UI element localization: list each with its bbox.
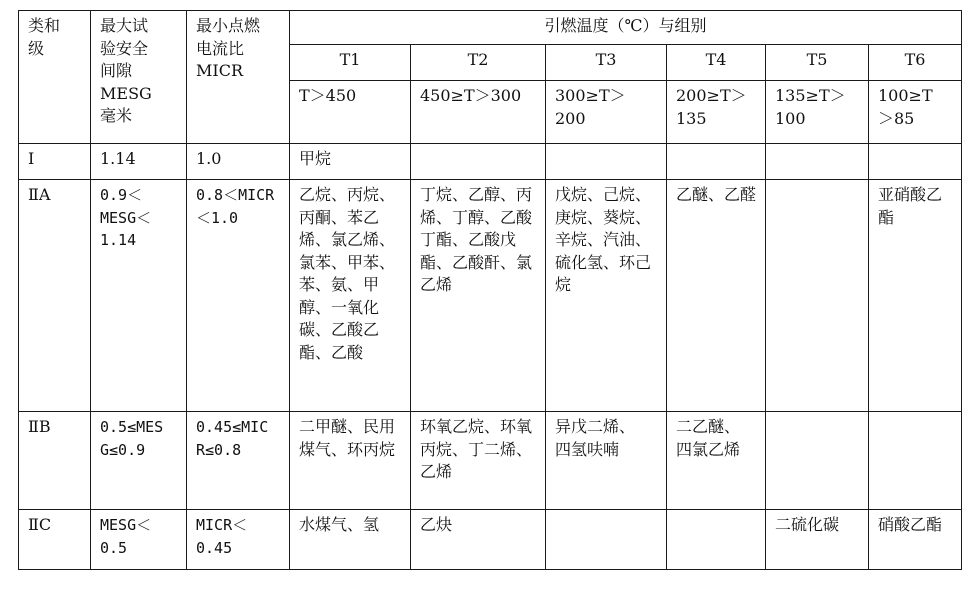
t1-cell: 水煤气、氢 [290, 510, 411, 570]
group-header-t2: T2 [411, 45, 546, 81]
micr-cell: MICR＜ 0.45 [187, 510, 290, 570]
category-cell: ⅡA [19, 180, 91, 412]
document-page [18, 10, 962, 570]
range-t2: 450≥T＞300 [411, 81, 546, 144]
t4-cell: 乙醚、乙醛 [667, 180, 766, 412]
micr-cell: 1.0 [187, 144, 290, 180]
micr-cell: 0.8＜MICR ＜1.0 [187, 180, 290, 412]
micr-cell: 0.45≤MIC R≤0.8 [187, 412, 290, 510]
t6-cell: 亚硝酸乙酯 [869, 180, 962, 412]
t4-cell: 二乙醚、 四氯乙烯 [667, 412, 766, 510]
t5-cell [766, 180, 869, 412]
mesg-cell: 0.5≤MES G≤0.9 [91, 412, 187, 510]
temperature-group-header: 引燃温度（℃）与组别 [290, 11, 962, 45]
t4-cell [667, 144, 766, 180]
category-cell: ⅡC [19, 510, 91, 570]
t1-cell: 甲烷 [290, 144, 411, 180]
t3-cell: 戊烷、己烷、庚烷、葵烷、辛烷、汽油、硫化氢、环己烷 [546, 180, 667, 412]
t1-cell: 二甲醚、民用煤气、环丙烷 [290, 412, 411, 510]
table-row [19, 180, 962, 412]
mesg-cell: 0.9＜ MESG＜ 1.14 [91, 180, 187, 412]
group-header-t6: T6 [869, 45, 962, 81]
t3-cell: 异戊二烯、 四氢呋喃 [546, 412, 667, 510]
range-t6: 100≥T ＞85 [869, 81, 962, 144]
t5-cell [766, 144, 869, 180]
range-t5: 135≥T＞ 100 [766, 81, 869, 144]
table-row [19, 510, 962, 570]
range-t4: 200≥T＞ 135 [667, 81, 766, 144]
mesg-cell: 1.14 [91, 144, 187, 180]
category-header: 类和 级 [19, 11, 91, 144]
range-t3: 300≥T＞ 200 [546, 81, 667, 144]
mesg-header: 最大试 验安全 间隙 MESG 毫米 [91, 11, 187, 144]
t6-cell [869, 412, 962, 510]
t4-cell [667, 510, 766, 570]
t2-cell: 环氧乙烷、环氧丙烷、丁二烯、乙烯 [411, 412, 546, 510]
group-header-t4: T4 [667, 45, 766, 81]
table-row [19, 144, 962, 180]
t5-cell [766, 412, 869, 510]
t2-cell [411, 144, 546, 180]
group-header-t1: T1 [290, 45, 411, 81]
range-t1: T＞450 [290, 81, 411, 144]
t6-cell: 硝酸乙酯 [869, 510, 962, 570]
micr-header: 最小点燃 电流比 MICR [187, 11, 290, 144]
table-row [19, 412, 962, 510]
t3-cell [546, 144, 667, 180]
group-header-t3: T3 [546, 45, 667, 81]
t2-cell: 丁烷、乙醇、丙烯、丁醇、乙酸丁酯、乙酸戊酯、乙酸酐、氯乙烯 [411, 180, 546, 412]
header-row [19, 11, 962, 45]
category-cell: Ⅰ [19, 144, 91, 180]
category-cell: ⅡB [19, 412, 91, 510]
explosive-gas-classification-table [18, 10, 962, 570]
t5-cell: 二硫化碳 [766, 510, 869, 570]
t6-cell [869, 144, 962, 180]
t1-cell: 乙烷、丙烷、丙酮、苯乙烯、氯乙烯、氯苯、甲苯、苯、氨、甲醇、一氧化碳、乙酸乙酯、乙酸 [290, 180, 411, 412]
mesg-cell: MESG＜ 0.5 [91, 510, 187, 570]
t3-cell [546, 510, 667, 570]
group-header-t5: T5 [766, 45, 869, 81]
t2-cell: 乙炔 [411, 510, 546, 570]
